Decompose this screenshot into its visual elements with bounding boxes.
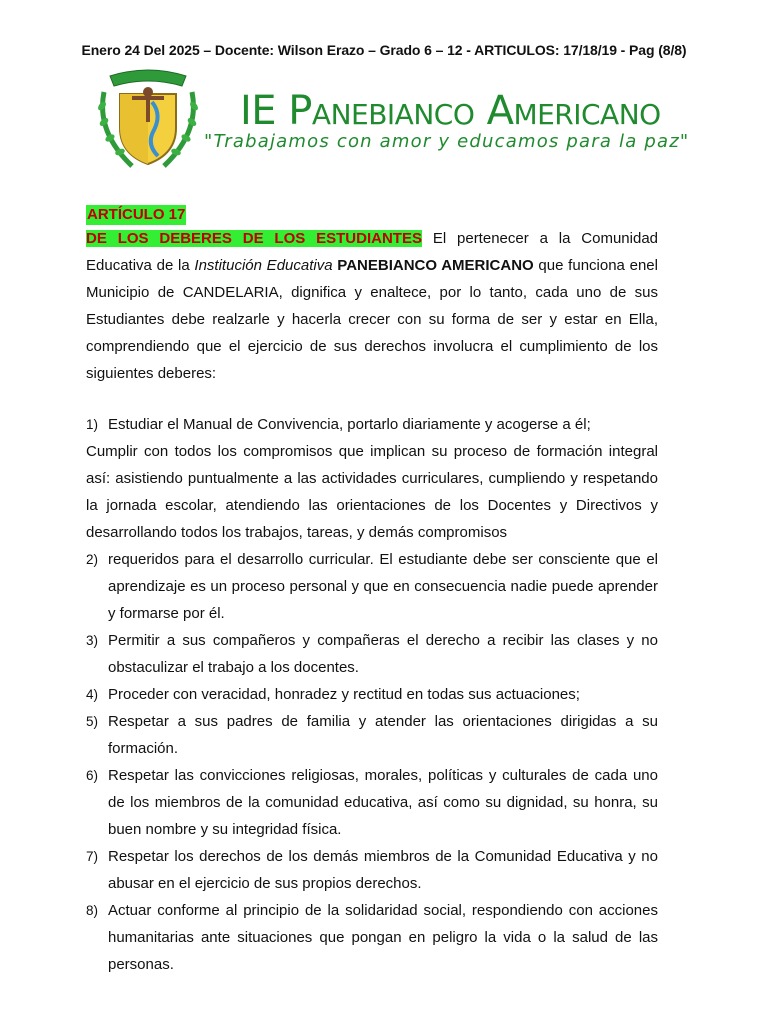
duty-item	[86, 762, 658, 843]
duty-text: Respetar las convicciones religiosas, morales, políticas y culturales de cada uno de los miembros de la comunidad educativa, así como su dignidad, su honra, su buen nombre y su integridad física.	[108, 767, 658, 838]
duty-text: Respetar a sus padres de familia y atender las orientaciones dirigidas a su formación.	[108, 713, 658, 757]
school-name-ie: IE	[240, 88, 277, 134]
school-motto: "Trabajamos con amor y educamos para la paz"	[204, 131, 690, 152]
duty-number: 1)	[86, 417, 99, 432]
duty-item	[86, 627, 658, 681]
duty-item	[86, 897, 658, 978]
duty-item	[86, 681, 658, 708]
duty-item	[86, 843, 658, 897]
duty-number: 8)	[86, 903, 99, 918]
duty-item	[86, 546, 658, 627]
duty-text: requeridos para el desarrollo curricular. El estudiante debe ser consciente que el aprendizaje es un proceso personal y que en consecuencia nadie puede aprender y formarse por él.	[108, 551, 658, 622]
duty-list	[86, 546, 658, 978]
duty-item	[86, 708, 658, 762]
section-label: DE LOS DEBERES DE LOS ESTUDIANTES	[86, 230, 422, 247]
intro-text-c: que funciona enel Municipio de CANDELARIA, dignifica y enaltece, por lo tanto, cada uno de sus Estudiantes debe realzarle y hacerla crecer con su forma de ser y estar en Ella, comprendiendo que el ejercicio de sus derechos involucra el cumplimiento de los siguientes deberes:	[86, 257, 658, 382]
article-title: ARTÍCULO 17	[87, 206, 186, 223]
spacer	[86, 387, 658, 411]
duty-text: Estudiar el Manual de Convivencia, portarlo diariamente y acogerse a él;	[108, 416, 591, 433]
duty-text: Proceder con veracidad, honradez y rectitud en todas sus actuaciones;	[108, 686, 580, 703]
duty-number: 5)	[86, 714, 99, 729]
duty-number: 3)	[86, 633, 99, 648]
duty-number: 4)	[86, 687, 99, 702]
article-intro	[86, 225, 658, 387]
document-body	[86, 205, 658, 978]
duty-number: 7)	[86, 849, 99, 864]
school-name	[240, 88, 661, 134]
duty-item	[86, 411, 658, 438]
intro-bold-name: PANEBIANCO AMERICANO	[337, 257, 534, 274]
school-crest-icon	[92, 62, 204, 174]
duty-text: Actuar conforme al principio de la solidaridad social, respondiendo con acciones humanitarias ante situaciones que pongan en peligro la vida o la salud de las personas.	[108, 902, 658, 973]
page-header: Enero 24 Del 2025 – Docente: Wilson Erazo – Grado 6 – 12 - ARTICULOS: 17/18/19 - Pag (8/8)	[81, 42, 687, 58]
school-name-rest: Panebianco Americano	[288, 88, 661, 134]
duty-unnumbered-text: Cumplir con todos los compromisos que implican su proceso de formación integral así: asistiendo puntualmente a las actividades curriculares, cumpliendo y respetando la jornada escolar, atendiendo las orientaciones de los Docentes y Directivos y desarrollando todos los trabajos, tareas, y demás compromisos	[86, 443, 658, 541]
intro-italic: Institución Educativa	[194, 257, 333, 274]
duty-text: Permitir a sus compañeros y compañeras el derecho a recibir las clases y no obstaculizar el trabajo a los docentes.	[108, 632, 658, 676]
duty-number: 2)	[86, 552, 99, 567]
duty-text: Respetar los derechos de los demás miembros de la Comunidad Educativa y no abusar en el ejercicio de sus propios derechos.	[108, 848, 658, 892]
duty-number: 6)	[86, 768, 99, 783]
intro-text-a: El pertenecer a la Comunidad Educativa de la	[86, 230, 659, 274]
